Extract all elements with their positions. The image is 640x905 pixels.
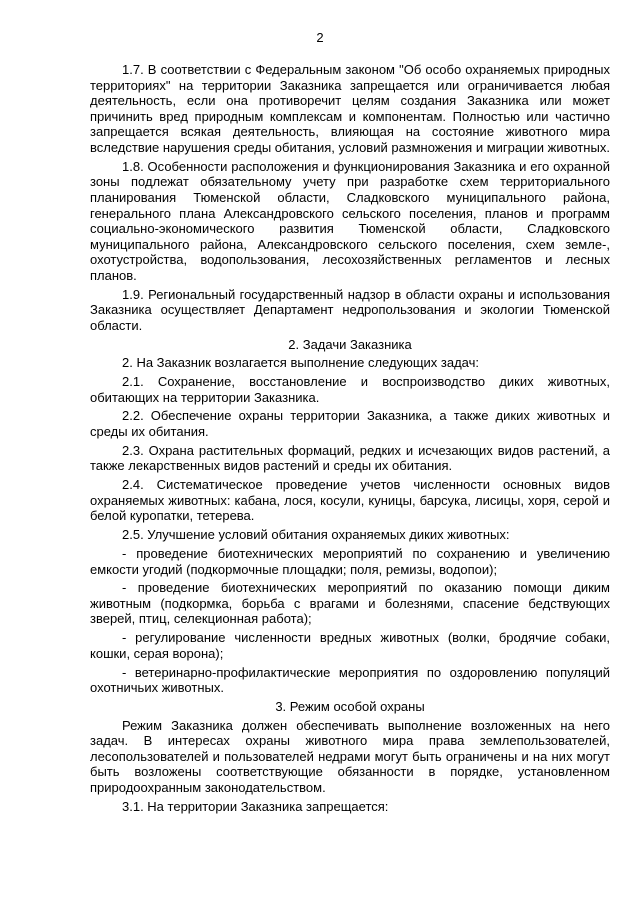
page-number: 2: [316, 30, 324, 45]
paragraph-3-1: 3.1. На территории Заказника запрещается:: [122, 798, 389, 814]
paragraph-2: 2. На Заказник возлагается выполнение следующих задач:: [122, 355, 479, 371]
paragraph-2-3: 2.3. Охрана растительных формаций, редких и исчезающих видов растений, а также лекарственных видов растений и среды их обитания.: [90, 442, 610, 474]
paragraph-3: Режим Заказника должен обеспечивать выполнение возложенных на него задач. В интересах охраны животного мира права землепользователей, лесопользователей и пользователей недрами могут быть ограничены и на них могут быть возложены соответствующие обязанности в порядке, установленном природоохранным законодательством.: [90, 717, 610, 795]
section-heading-3: 3. Режим особой охраны: [275, 699, 425, 714]
list-item-pest-control: - регулирование численности вредных животных (волки, бродячие собаки, кошки, серая ворона);: [90, 630, 610, 661]
list-item-veterinary: - ветеринарно-профилактические мероприятия по оздоровлению популяций охотничьих животных.: [90, 664, 610, 696]
paragraph-2-1: 2.1. Сохранение, восстановление и воспроизводство диких животных, обитающих на территории Заказника.: [90, 374, 610, 405]
paragraph-1-7: 1.7. В соответствии с Федеральным законом "Об особо охраняемых природных территориях" на территории Заказника запрещается или ограничивается любая деятельность, если она противоречит целям создания Заказника или может причинить вред природным комплексам и компонентам. Полностью или частично запрещается всякая деятельность, влияющая на состояние животного мира вследствие нарушения среды обитания, условий размножения и миграции животных.: [90, 62, 610, 155]
paragraph-2-4: 2.4. Систематическое проведение учетов численности основных видов охраняемых животных: кабана, лося, косули, куницы, барсука, лисицы, хоря, серой и белой куропатки, тетерева.: [90, 477, 610, 524]
paragraph-1-8: 1.8. Особенности расположения и функционирования Заказника и его охранной зоны подлежат обязательному учету при разработке схем территориального планирования Тюменской области, Сладковского муниципального района, генерального плана Александровского сельского поселения, планов и программ социально-экономического развития Тюменской области, Сладковского муниципального района, Александровского сельского поселения, схем земле-, охотустройства, водопользования, лесохозяйственных регламентов и лесных планов.: [90, 158, 610, 283]
document-body: [90, 62, 610, 818]
paragraph-2-2: 2.2. Обеспечение охраны территории Заказника, а также диких животных и среды их обитания.: [90, 408, 610, 439]
list-item-biotech-capacity: - проведение биотехнических мероприятий по сохранению и увеличению емкости угодий (подкормочные площадки; поля, ремизы, водопои);: [90, 545, 610, 577]
section-heading-2: 2. Задачи Заказника: [288, 336, 412, 352]
paragraph-2-5: 2.5. Улучшение условий обитания охраняемых диких животных:: [122, 527, 510, 543]
list-item-biotech-help: - проведение биотехнических мероприятий по оказанию помощи диким животным (подкормка, борьба с врагами и болезнями, спасение бедствующих зверей, птиц, селекционная работа);: [90, 580, 610, 627]
paragraph-1-9: 1.9. Региональный государственный надзор в области охраны и использования Заказника осуществляет Департамент недропользования и экологии Тюменской области.: [90, 286, 610, 333]
